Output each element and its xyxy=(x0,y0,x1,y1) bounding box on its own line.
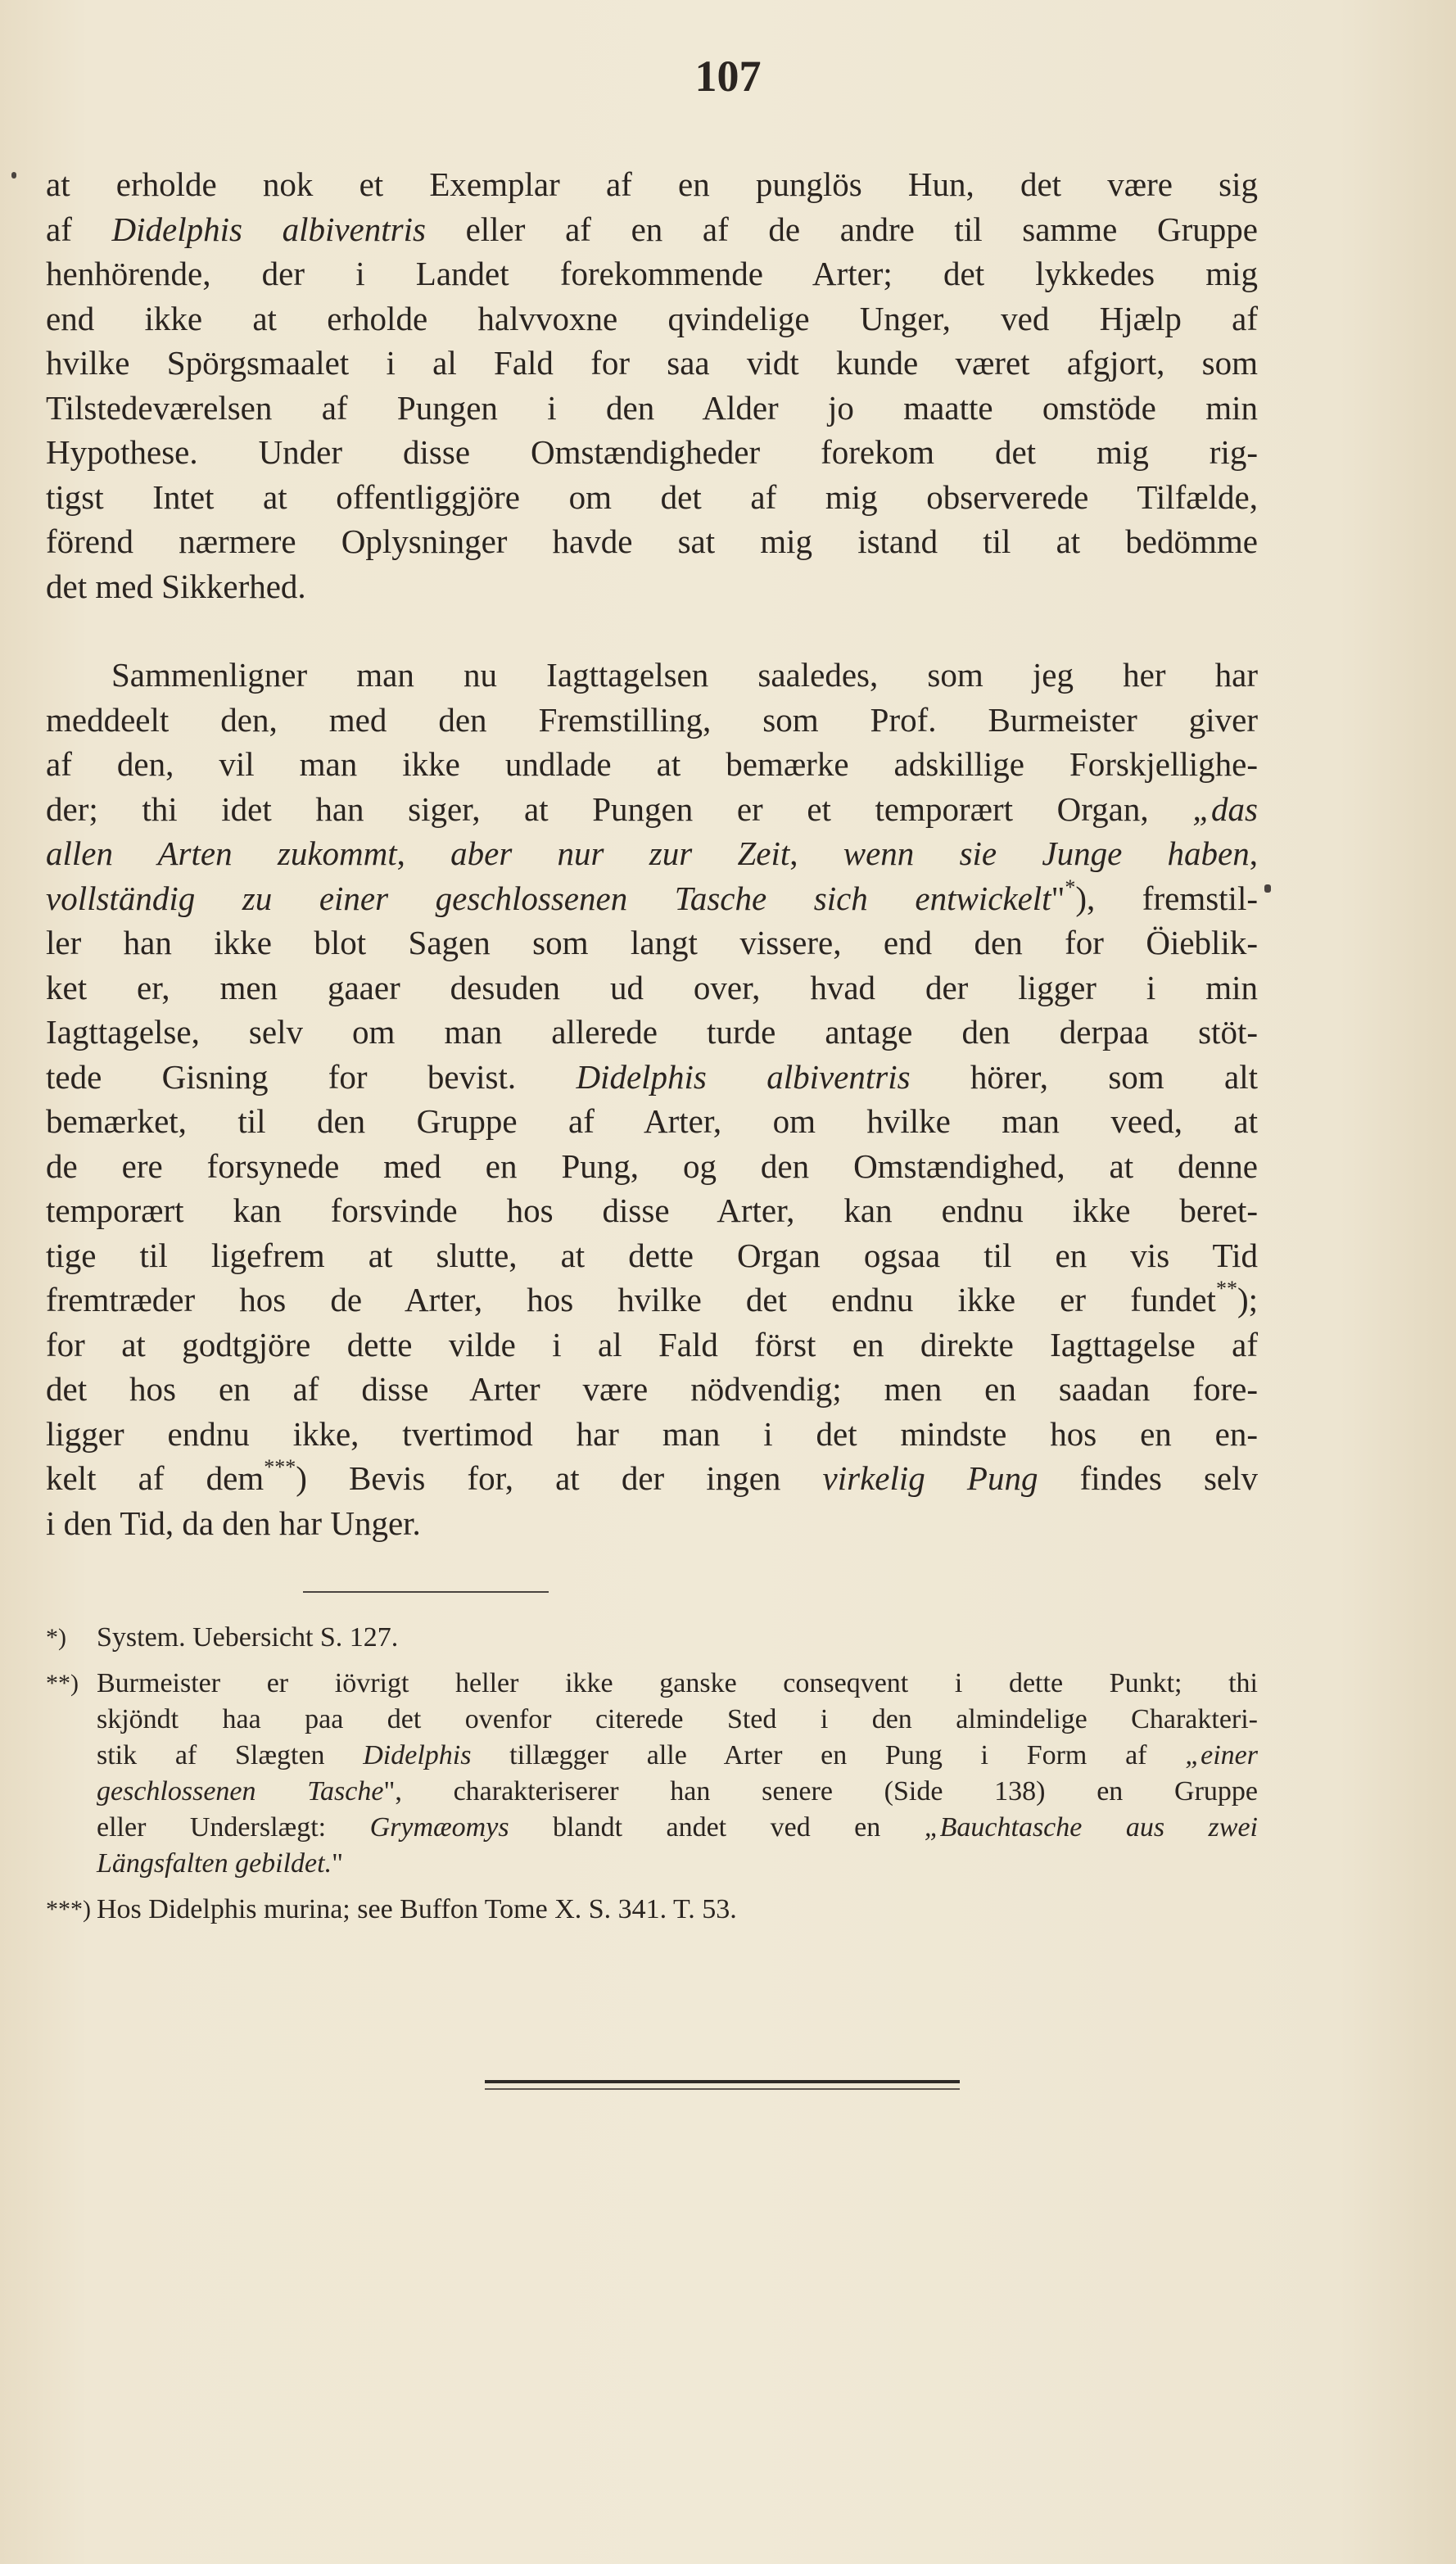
footnote-mark: ***) xyxy=(46,1896,91,1923)
footnote-rule xyxy=(303,1591,549,1593)
text-line: ler han ikke blot Sagen som langt vissere, end den for Öieblik- xyxy=(46,924,1258,961)
paragraph-1 xyxy=(46,162,1258,608)
footnote xyxy=(46,1892,1258,1928)
text-line: i den Tid, da den har Unger. xyxy=(46,1504,421,1542)
text-line: allen Arten zukommt, aber nur zur Zeit, wenn sie Junge haben, xyxy=(46,834,1258,872)
text-line: ligger endnu ikke, tvertimod har man i det mindste hos en en- xyxy=(46,1414,1258,1453)
body-text xyxy=(46,162,1258,1545)
text-line: det hos en af disse Arter være nödvendig; men en saadan fore- xyxy=(46,1370,1258,1408)
text-line: fremtræder hos de Arter, hos hvilke det endnu ikke er fundet**); xyxy=(46,1277,1258,1318)
text-line: tede Gisning for bevist. Didelphis albiventris hörer, som alt xyxy=(46,1057,1258,1096)
footnote-line: Längsfalten gebildet." xyxy=(97,1848,343,1879)
footnote-mark: *) xyxy=(46,1624,66,1651)
footnote-line: eller Underslægt: Grymæomys blandt andet ved en „Bauchtasche aus zwei xyxy=(97,1812,1258,1843)
text-line: ket er, men gaaer desuden ud over, hvad der ligger i min xyxy=(46,968,1258,1006)
text-line: der; thi idet han siger, at Pungen er et temporært Organ, „das xyxy=(46,789,1258,828)
text-line: kelt af dem***) Bevis for, at der ingen virkelig Pung findes selv xyxy=(46,1455,1258,1497)
footnote-line: stik af Slægten Didelphis tillægger alle Arter en Pung i Form af „einer xyxy=(97,1740,1258,1770)
text-line: temporært kan forsvinde hos disse Arter, kan endnu ikke beret- xyxy=(46,1192,1258,1229)
text-line: Iagttagelse, selv om man allerede turde antage den derpaa stöt- xyxy=(46,1013,1258,1051)
ink-speck xyxy=(1264,884,1271,893)
text-line: hvilke Spörgsmaalet i al Fald for saa vidt kunde været afgjort, som xyxy=(46,344,1258,382)
text-line: tigst Intet at offentliggjöre om det af mig observerede Tilfælde, xyxy=(46,477,1258,516)
page-number: 107 xyxy=(694,52,762,101)
footnote-line: Hos Didelphis murina; see Buffon Tome X. S. 341. T. 53. xyxy=(97,1894,737,1924)
text-line: meddeelt den, med den Fremstilling, som Prof. Burmeister giver xyxy=(46,700,1258,739)
text-line: bemærket, til den Gruppe af Arter, om hvilke man veed, at xyxy=(46,1102,1258,1140)
text-line: vollständig zu einer geschlossenen Tasche sich entwickelt"*), fremstil- xyxy=(46,875,1258,917)
text-line: Tilstedeværelsen af Pungen i den Alder jo maatte omstöde min xyxy=(46,388,1258,427)
text-line: tige til ligefrem at slutte, at dette Organ ogsaa til en vis Tid xyxy=(46,1236,1258,1274)
text-line: förend nærmere Oplysninger havde sat mig istand til at bedömme xyxy=(46,522,1258,560)
footnote-line: System. Uebersicht S. 127. xyxy=(97,1622,399,1653)
footnote-line: Burmeister er iövrigt heller ikke ganske conseqvent i dette Punkt; thi xyxy=(97,1668,1258,1698)
species-name: Didelphis albiventris xyxy=(111,210,426,248)
footnote-line: geschlossenen Tasche", charakteriserer han senere (Side 138) en Gruppe xyxy=(97,1776,1258,1807)
text-line: af den, vil man ikke undlade at bemærke adskillige Forskjellighe- xyxy=(46,745,1258,783)
paragraph-2 xyxy=(46,653,1258,1545)
footnote-mark: **) xyxy=(46,1670,79,1697)
text-line: de ere forsynede med en Pung, og den Omstændighed, at denne xyxy=(46,1146,1258,1185)
footnote xyxy=(46,1666,1258,1882)
end-rule-thin xyxy=(485,2088,960,2090)
footnote-line: skjöndt haa paa det ovenfor citerede Sted i den almindelige Charakteri- xyxy=(97,1704,1258,1734)
end-rule xyxy=(485,2080,960,2083)
text-line: det med Sikkerhed. xyxy=(46,567,306,605)
ink-speck xyxy=(11,172,16,179)
text-line: end ikke at erholde halvvoxne qvindelige Unger, ved Hjælp af xyxy=(46,299,1258,337)
text-line: at erholde nok et Exemplar af en punglös Hun, det være sig xyxy=(46,165,1258,203)
footnotes xyxy=(46,1620,1258,1938)
text-line: Sammenligner man nu Iagttagelsen saaledes, som jeg her har xyxy=(111,656,1258,694)
text-line: henhörende, der i Landet forekommende Arter; det lykkedes mig xyxy=(46,255,1258,292)
footnote xyxy=(46,1620,1258,1656)
text-line: af Didelphis albiventris eller af en af de andre til samme Gruppe xyxy=(46,210,1258,248)
text-line: for at godtgjöre dette vilde i al Fald först en direkte Iagttagelse af xyxy=(46,1325,1258,1363)
text-line: Hypothese. Under disse Omstændigheder forekom det mig rig- xyxy=(46,433,1258,471)
